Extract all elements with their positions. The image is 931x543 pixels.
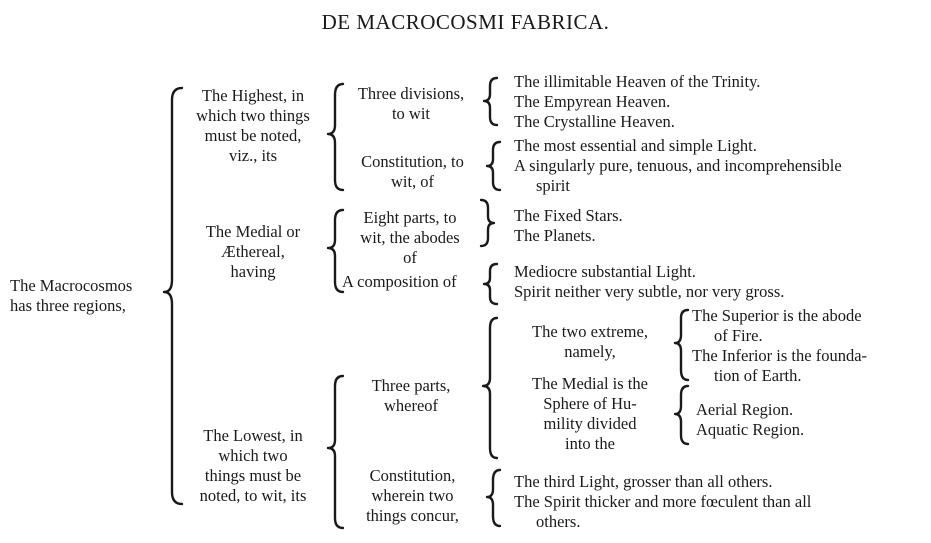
page-title: DE MACROCOSMI FABRICA.: [321, 10, 610, 34]
divisions-list: The illimitable Heaven of the Trinity. The Empyrean Heaven. The Crystalline Heaven.: [514, 72, 761, 131]
constitution-low-label: Constitution, wherein two things concur,: [366, 466, 459, 525]
extremes-list: The Superior is the abode of Fire. The Inferior is the founda- tion of Earth.: [692, 306, 868, 385]
three-parts-brace: [483, 318, 497, 458]
eight-parts-label: Eight parts, to wit, the abodes of: [360, 208, 460, 267]
constitution-high-list: The most essential and simple Light. A singularly pure, tenuous, and incomprehensible spirit: [514, 136, 842, 195]
lowest-label: The Lowest, in which two things must be noted, to wit, its: [199, 426, 307, 505]
composition-brace: [484, 264, 497, 304]
constitution-high-label: Constitution, to wit, of: [361, 152, 464, 191]
highest-label: The Highest, in which two things must be noted, viz., its: [196, 86, 310, 165]
root-label: The Macrocosmos has three regions,: [10, 276, 133, 315]
composition-label: A composition of: [342, 272, 457, 291]
parts-brace: [481, 200, 494, 246]
two-extreme-label: The two extreme, namely,: [532, 322, 648, 361]
sphere-brace: [675, 386, 688, 444]
extremes-brace: [675, 310, 688, 380]
regions-list: Aerial Region. Aquatic Region.: [696, 400, 805, 439]
constitution-low-brace: [487, 470, 500, 526]
divisions-brace: [484, 78, 497, 125]
constitution-low-list: The third Light, grosser than all others. The Spirit thicker and more fœculent than all others.: [514, 472, 812, 531]
constitution-high-brace: [487, 142, 500, 190]
medial-label: The Medial or Æthereal, having: [205, 222, 301, 281]
eight-parts-list: The Fixed Stars. The Planets.: [514, 206, 623, 245]
divisions-label: Three divisions, to wit: [357, 84, 465, 123]
sphere-label: The Medial is the Sphere of Hu- mility divided into the: [532, 374, 648, 453]
composition-list: Mediocre substantial Light. Spirit neither very subtle, nor very gross.: [514, 262, 785, 301]
three-parts-label: Three parts, whereof: [371, 376, 451, 415]
